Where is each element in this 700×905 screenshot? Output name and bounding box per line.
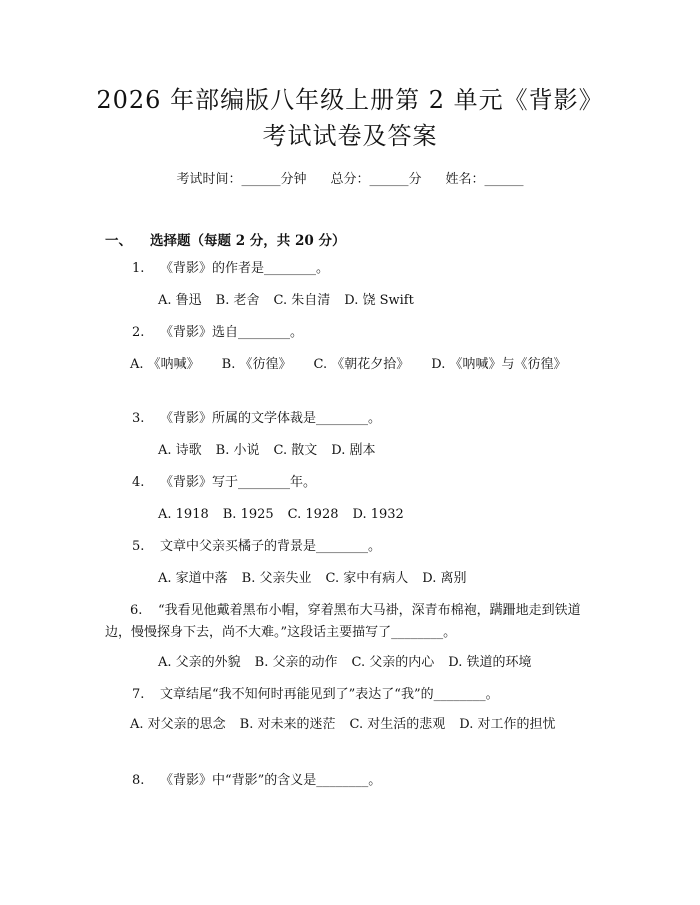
- option: C. 《朝花夕拾》: [313, 357, 410, 372]
- question-text: 《背影》中“背影”的含义是________。: [160, 773, 382, 788]
- option: C. 1928: [287, 507, 339, 522]
- question-text: 文章中父亲买橘子的背景是________。: [160, 539, 382, 554]
- option: A. 鲁迅: [158, 293, 202, 308]
- exam-meta: [0, 168, 700, 187]
- student-name-field: 姓名：______: [445, 172, 524, 187]
- option: D. 对工作的担忧: [459, 717, 556, 732]
- option: A. 对父亲的思念: [130, 717, 226, 732]
- option: D. 铁道的环境: [448, 655, 532, 670]
- question: [132, 322, 303, 344]
- question-number: 2.: [132, 325, 145, 340]
- question-number: 3.: [132, 411, 145, 426]
- question-number: 8.: [132, 773, 145, 788]
- option: D. 离别: [422, 571, 467, 586]
- question: [132, 536, 381, 558]
- option: B. 父亲失业: [241, 571, 312, 586]
- question-options: [158, 504, 418, 526]
- section-heading: [105, 229, 345, 249]
- option: A. 1918: [158, 507, 209, 522]
- question-options: [158, 568, 480, 590]
- option: D. 剧本: [331, 443, 376, 458]
- option: B. 对未来的迷茫: [239, 717, 336, 732]
- question-options: [105, 714, 595, 736]
- option: D. 饶 Swift: [344, 293, 414, 308]
- total-score-field: 总分：______分: [330, 172, 422, 187]
- option: B. 1925: [222, 507, 274, 522]
- option: A. 家道中落: [158, 571, 228, 586]
- option: A. 诗歌: [158, 443, 202, 458]
- question: [132, 258, 329, 280]
- question: [132, 472, 316, 494]
- question-text: 文章结尾“我不知何时再能见到了”表达了“我”的________。: [160, 687, 499, 702]
- question-options: [158, 290, 428, 312]
- question-text: “我看见他戴着黑布小帽，穿着黑布大马褂，深青布棉袍，蹒跚地走到铁道边，慢慢探身下去，尚不大难。”这段话主要描写了________。: [105, 603, 581, 640]
- option: A. 父亲的外貌: [158, 655, 241, 670]
- question-text: 《背影》的作者是________。: [160, 261, 330, 276]
- question-options: [105, 354, 595, 376]
- section-title: 选择题（每题 2 分，共 20 分）: [150, 233, 346, 249]
- question-text: 《背影》选自________。: [160, 325, 304, 340]
- option: B. 小说: [215, 443, 260, 458]
- option: C. 对生活的悲观: [349, 717, 446, 732]
- question-number: 1.: [132, 261, 145, 276]
- question-number: 6.: [130, 603, 143, 618]
- question-text: 《背影》所属的文学体裁是________。: [160, 411, 382, 426]
- question: [132, 684, 499, 706]
- option: C. 朱自清: [273, 293, 331, 308]
- question: [105, 600, 595, 644]
- exam-title-line-2: 考试试卷及答案: [262, 122, 438, 150]
- question-text: 《背影》写于________年。: [160, 475, 317, 490]
- exam-title-line-1: 2026 年部编版八年级上册第 2 单元《背影》: [96, 86, 604, 114]
- option: A. 《呐喊》: [130, 357, 200, 372]
- question-number: 5.: [132, 539, 145, 554]
- option: D. 《呐喊》与《彷徨》: [431, 357, 567, 372]
- question-number: 7.: [132, 687, 145, 702]
- question: [132, 408, 381, 430]
- section-number: 一、: [105, 233, 132, 249]
- option: B. 《彷徨》: [221, 357, 292, 372]
- exam-time-field: 考试时间：______分钟: [176, 172, 307, 187]
- option: B. 老舍: [215, 293, 260, 308]
- option: C. 散文: [273, 443, 318, 458]
- option: C. 父亲的内心: [351, 655, 435, 670]
- option: D. 1932: [352, 507, 404, 522]
- option: C. 家中有病人: [325, 571, 409, 586]
- question-options: [158, 440, 389, 462]
- question-options: [158, 652, 545, 674]
- question: [132, 770, 381, 792]
- question-number: 4.: [132, 475, 145, 490]
- option: B. 父亲的动作: [254, 655, 338, 670]
